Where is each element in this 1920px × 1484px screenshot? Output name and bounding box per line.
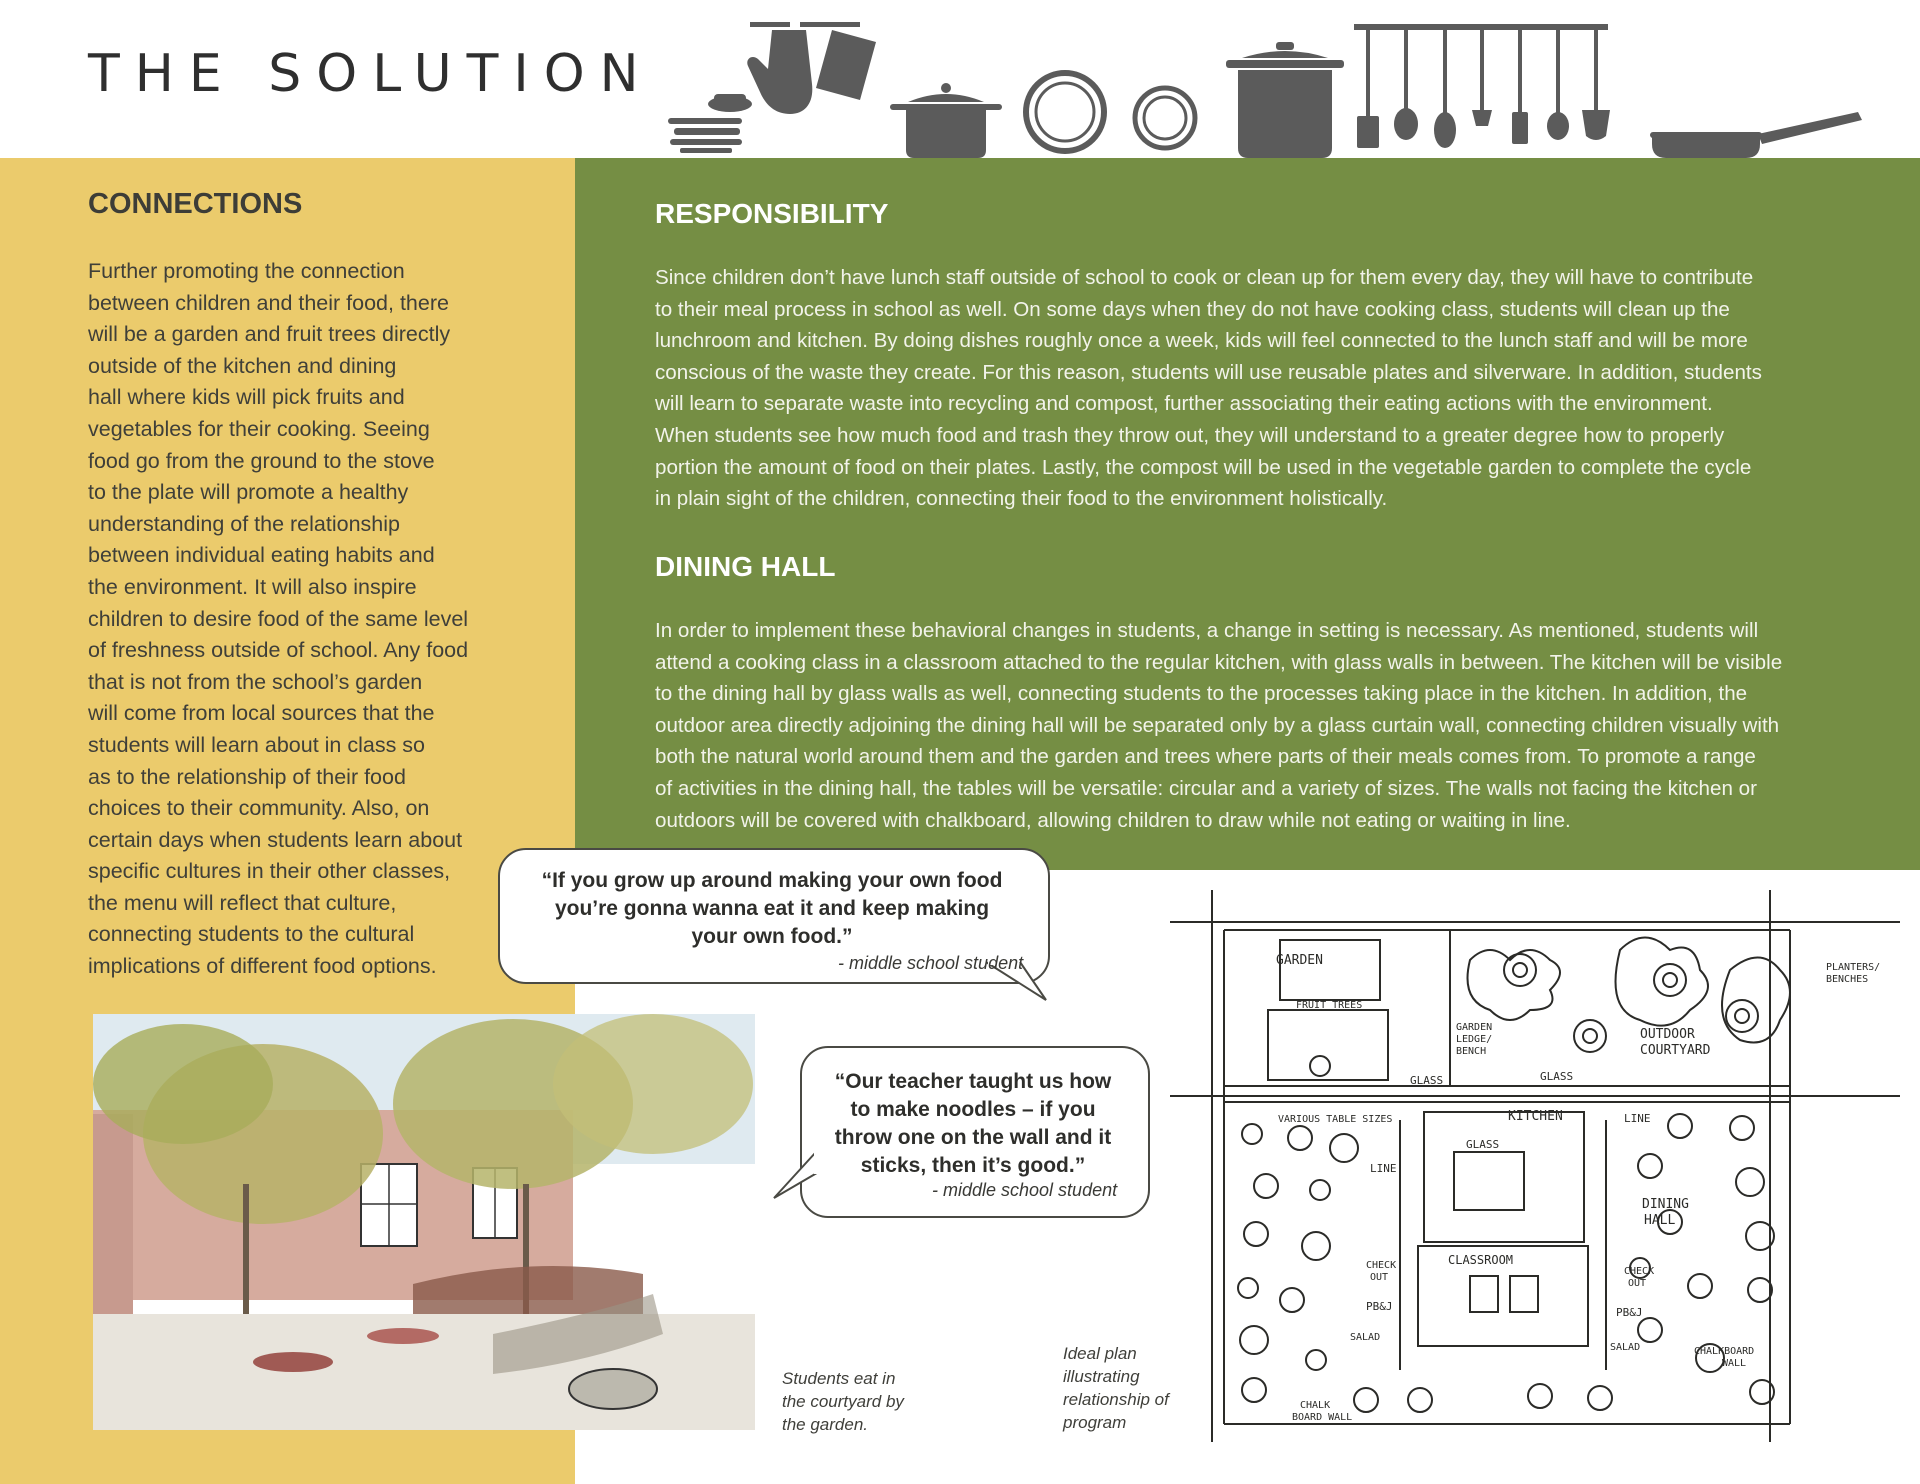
- quote-1-text: [512, 867, 1032, 951]
- stock-pot-icon: [1226, 42, 1344, 158]
- dining-hall-body: [655, 615, 1850, 836]
- small-plate-icon: [1135, 88, 1195, 148]
- frying-pan-icon: [1650, 112, 1862, 158]
- floor-plan-drawing: [1170, 890, 1900, 1460]
- caption-line: program: [1063, 1413, 1127, 1432]
- text-line: conscious of the waste they create. For this reason, students will use reusable plates and silverware. In addition, students: [655, 360, 1762, 384]
- quote-line: to make noodles – if you: [850, 1098, 1096, 1121]
- text-line: to their meal process in school as well. On some days when they do not have cooking class, students will clean up the: [655, 297, 1730, 321]
- kitchen-icon-strip: [660, 8, 1890, 160]
- text-line: to the dining hall by glass walls as well, connecting students to the processes taking place in the kitchen. In addition, the: [655, 682, 1748, 706]
- plan-label-salad-left: SALAD: [1350, 1332, 1381, 1343]
- plan-label-kitchen: KITCHEN: [1508, 1109, 1563, 1124]
- plan-label-salad-right: SALAD: [1610, 1342, 1641, 1353]
- text-line: certain days when students learn about: [88, 827, 463, 852]
- plan-label-chalkboard-right-1: CHALKBOARD: [1694, 1346, 1755, 1357]
- responsibility-heading: RESPONSIBILITY: [655, 198, 889, 229]
- plan-label-planters-2: BENCHES: [1826, 974, 1869, 985]
- plan-label-checkout-right-2: OUT: [1628, 1278, 1647, 1289]
- caption-line: the courtyard by: [782, 1392, 904, 1411]
- quote-2-attribution: - middle school student: [932, 1180, 1118, 1200]
- plan-label-chalkboard-right-2: WALL: [1722, 1358, 1747, 1369]
- text-line: of freshness outside of school. Any food: [88, 638, 469, 663]
- text-line: hall where kids will pick fruits and: [88, 385, 405, 410]
- text-line: the environment. It will also inspire: [88, 574, 417, 599]
- text-line: that is not from the school’s garden: [88, 669, 423, 694]
- text-line: portion the amount of food on their plates. Lastly, the compost will be used in the vegetable garden to complete the cycle: [655, 455, 1752, 479]
- plan-label-checkout-right-1: CHECK: [1624, 1266, 1655, 1277]
- plan-label-chalkboard-left-1: CHALK: [1300, 1400, 1331, 1411]
- page-title: THE SOLUTION: [88, 44, 654, 104]
- plan-caption: [1063, 1342, 1169, 1434]
- plan-label-garden-ledge-2: LEDGE/: [1456, 1034, 1493, 1045]
- text-line: to the plate will promote a healthy: [88, 480, 409, 505]
- text-line: of activities in the dining hall, the tables will be versatile: circular and a variety of sizes. The walls not facing the kitchen or: [655, 776, 1757, 800]
- plan-label-glass-3: GLASS: [1466, 1138, 1500, 1151]
- plan-label-garden-ledge-1: GARDEN: [1456, 1022, 1493, 1033]
- text-line: Since children don’t have lunch staff outside of school to cook or clean up for them every day, they will have to contribute: [655, 266, 1754, 289]
- plan-label-glass-2: GLASS: [1540, 1070, 1574, 1083]
- text-line: outdoor area directly adjoining the dining hall will be separated only by a glass curtain wall, connecting children visually with: [655, 713, 1780, 737]
- plan-label-various-table-sizes: VARIOUS TABLE SIZES: [1278, 1114, 1393, 1125]
- plan-label-hall: HALL: [1644, 1213, 1676, 1228]
- text-line: When students see how much food and trash they throw out, they will understand to a greater degree how to properly: [655, 423, 1725, 447]
- quote-2-text: [808, 1068, 1138, 1180]
- plan-label-outdoor: OUTDOOR: [1640, 1027, 1695, 1042]
- text-line: lunchroom and kitchen. By doing dishes roughly once a week, kids will feel connected to the lunch staff and will be more: [655, 329, 1748, 353]
- plan-label-planters-1: PLANTERS/: [1826, 962, 1881, 973]
- quote-line: your own food.”: [691, 925, 853, 948]
- responsibility-body: [655, 262, 1850, 515]
- text-line: children to desire food of the same level: [88, 606, 469, 631]
- caption-line: relationship of: [1063, 1390, 1169, 1409]
- hanging-utensils-icon: [1354, 24, 1610, 148]
- text-line: outdoors will be covered with chalkboard, allowing children to draw while not eating or waiting in line.: [655, 808, 1571, 832]
- quote-1-attribution: - middle school student: [838, 953, 1024, 973]
- caption-line: Students eat in: [782, 1369, 896, 1388]
- text-line: both the natural world around them and the garden and trees where parts of their meals comes from. To promote a range: [655, 745, 1756, 769]
- quote-line: “Our teacher taught us how: [834, 1070, 1112, 1093]
- plan-label-pbj-left: PB&J: [1366, 1300, 1393, 1313]
- plan-label-glass-1: GLASS: [1410, 1074, 1444, 1087]
- plan-label-checkout-left-1: CHECK: [1366, 1260, 1397, 1271]
- text-line: connecting students to the cultural: [88, 922, 415, 947]
- text-line: between individual eating habits and: [88, 543, 435, 568]
- plan-label-dining: DINING: [1642, 1197, 1689, 1212]
- oven-mitt-icon: [747, 22, 812, 114]
- caption-line: illustrating: [1063, 1367, 1140, 1386]
- plan-label-courtyard: COURTYARD: [1640, 1043, 1711, 1058]
- plan-label-chalkboard-left-2: BOARD WALL: [1292, 1412, 1353, 1423]
- cup-and-plates-icon: [668, 94, 752, 153]
- text-line: food go from the ground to the stove: [88, 448, 435, 473]
- quote-line: “If you grow up around making your own food: [541, 869, 1003, 892]
- text-line: specific cultures in their other classes,: [88, 859, 451, 884]
- text-line: attend a cooking class in a classroom attached to the regular kitchen, with glass walls in between. The kitchen will be visible: [655, 650, 1783, 674]
- text-line: will come from local sources that the: [88, 701, 435, 726]
- plan-label-checkout-left-2: OUT: [1370, 1272, 1389, 1283]
- plan-label-line-right: LINE: [1624, 1112, 1651, 1125]
- text-line: outside of the kitchen and dining: [88, 353, 397, 378]
- plan-label-classroom: CLASSROOM: [1448, 1253, 1514, 1267]
- plan-label-garden-ledge-3: BENCH: [1456, 1046, 1487, 1057]
- text-line: will be a garden and fruit trees directly: [88, 322, 451, 347]
- caption-line: the garden.: [782, 1415, 869, 1434]
- connections-body: [88, 256, 498, 983]
- text-line: in plain sight of the children, connecting their food to the environment holistically.: [655, 487, 1388, 511]
- text-line: understanding of the relationship: [88, 511, 400, 536]
- quote-line: you’re gonna wanna eat it and keep making: [554, 897, 990, 920]
- text-line: as to the relationship of their food: [88, 764, 406, 789]
- text-line: choices to their community. Also, on: [88, 796, 430, 821]
- text-line: between children and their food, there: [88, 290, 449, 315]
- saucepan-icon: [890, 83, 1002, 158]
- text-line: the menu will reflect that culture,: [88, 890, 397, 915]
- text-line: In order to implement these behavioral changes in students, a change in setting is necessary. As mentioned, students will: [655, 619, 1759, 642]
- quote-line: throw one on the wall and it: [834, 1126, 1112, 1149]
- quote-line: sticks, then it’s good.”: [860, 1154, 1086, 1177]
- courtyard-caption: [782, 1367, 904, 1436]
- text-line: vegetables for their cooking. Seeing: [88, 416, 430, 441]
- caption-line: Ideal plan: [1063, 1344, 1137, 1363]
- plan-label-fruit-trees: FRUIT TREES: [1296, 1000, 1363, 1011]
- connections-heading: CONNECTIONS: [88, 188, 303, 220]
- dinner-plate-icon: [1026, 73, 1104, 151]
- courtyard-sketch-image: [93, 1014, 755, 1430]
- text-line: students will learn about in class so: [88, 732, 426, 757]
- text-line: implications of different food options.: [88, 954, 437, 979]
- dining-hall-heading: DINING HALL: [655, 551, 836, 582]
- plan-label-garden: GARDEN: [1276, 953, 1323, 968]
- text-line: Further promoting the connection: [88, 259, 405, 283]
- plan-label-pbj-right: PB&J: [1616, 1306, 1643, 1319]
- text-line: will learn to separate waste into recycling and compost, further associating their eating actions with the environment.: [655, 392, 1713, 416]
- plan-label-line-left: LINE: [1370, 1162, 1397, 1175]
